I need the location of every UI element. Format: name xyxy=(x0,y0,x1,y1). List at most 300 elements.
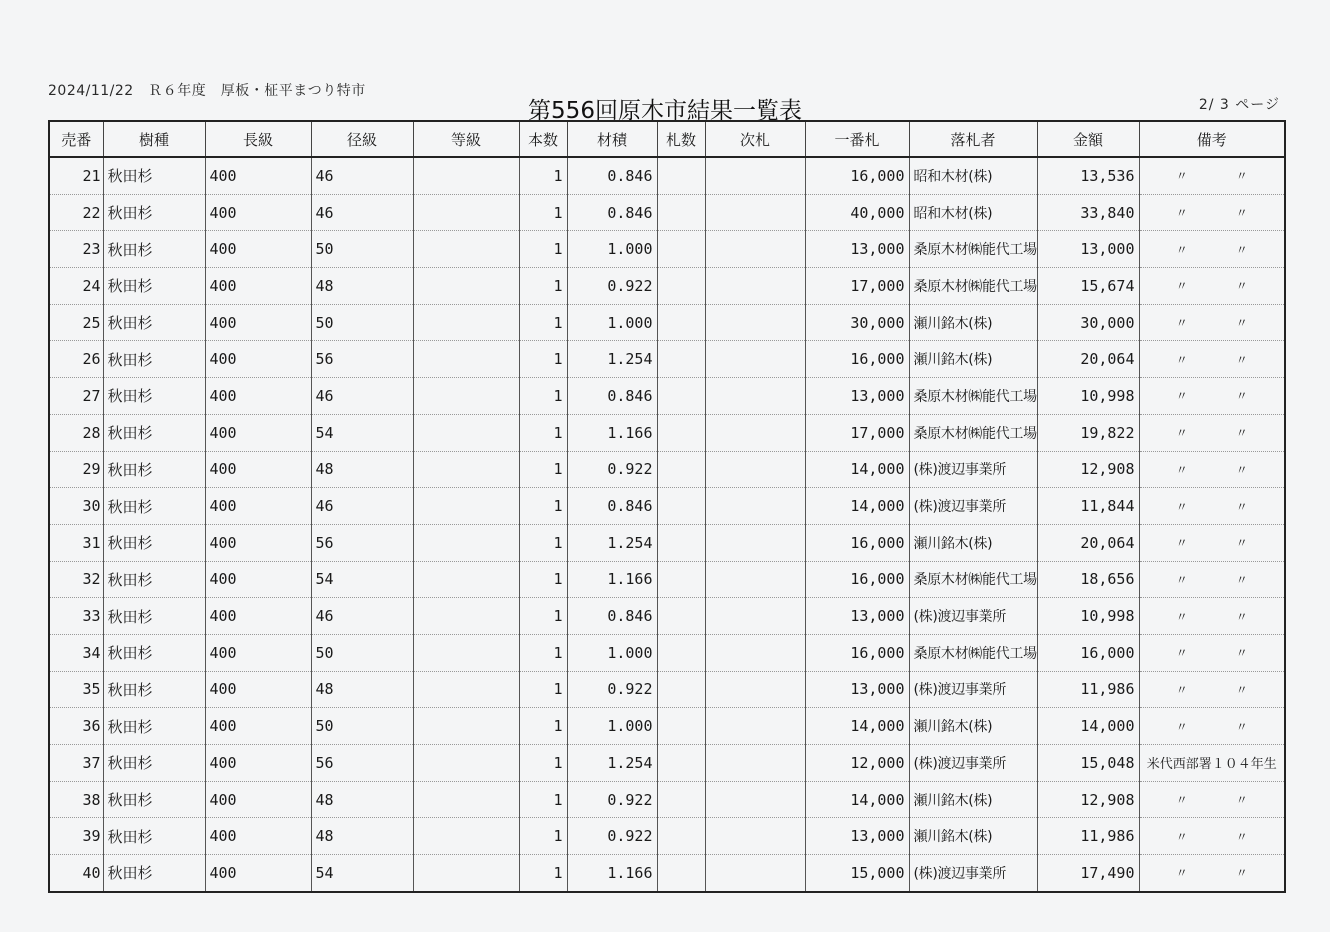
table-row xyxy=(49,671,1285,708)
log-count-cell: 1 xyxy=(519,231,567,268)
report-date-line: 2024/11/22 Ｒ６年度 厚板・柾平まつり特市 xyxy=(48,83,366,99)
table-row xyxy=(49,378,1285,415)
log-count-cell: 1 xyxy=(519,414,567,451)
table-header-row xyxy=(49,121,1285,157)
next-bid-cell xyxy=(705,781,805,818)
species-cell: 秋田杉 xyxy=(103,341,205,378)
species-cell: 秋田杉 xyxy=(103,524,205,561)
amount-cell: 19,822 xyxy=(1037,414,1139,451)
diameter-grade-cell: 54 xyxy=(311,414,413,451)
buyer-cell: (株)渡辺事業所 xyxy=(909,855,1037,892)
ditto-mark: 〃 xyxy=(1175,206,1188,221)
diameter-grade-cell: 46 xyxy=(311,488,413,525)
diameter-grade-cell: 48 xyxy=(311,781,413,818)
lot-number-cell: 28 xyxy=(49,414,103,451)
remarks-cell xyxy=(1139,745,1285,782)
top-bid-cell: 13,000 xyxy=(805,671,909,708)
lot-number-cell: 25 xyxy=(49,304,103,341)
ditto-mark: 〃 xyxy=(1235,536,1248,551)
volume-cell: 0.922 xyxy=(567,268,657,305)
quality-grade-cell xyxy=(413,781,519,818)
volume-cell: 1.254 xyxy=(567,745,657,782)
ditto-mark: 〃 xyxy=(1175,719,1188,734)
top-bid-cell: 13,000 xyxy=(805,818,909,855)
lot-number-cell: 31 xyxy=(49,524,103,561)
volume-cell: 0.846 xyxy=(567,598,657,635)
log-count-cell: 1 xyxy=(519,561,567,598)
remarks-cell xyxy=(1139,598,1285,635)
ditto-mark: 〃 xyxy=(1175,866,1188,881)
amount-cell: 30,000 xyxy=(1037,304,1139,341)
lot-number-cell: 29 xyxy=(49,451,103,488)
ditto-mark: 〃 xyxy=(1235,719,1248,734)
log-count-cell: 1 xyxy=(519,157,567,194)
ditto-mark: 〃 xyxy=(1175,242,1188,257)
quality-grade-cell xyxy=(413,671,519,708)
diameter-grade-cell: 46 xyxy=(311,598,413,635)
quality-grade-cell xyxy=(413,157,519,194)
next-bid-cell xyxy=(705,304,805,341)
top-bid-cell: 16,000 xyxy=(805,634,909,671)
amount-cell: 13,536 xyxy=(1037,157,1139,194)
bid-count-cell xyxy=(657,378,705,415)
log-count-cell: 1 xyxy=(519,268,567,305)
quality-grade-cell xyxy=(413,708,519,745)
buyer-cell: (株)渡辺事業所 xyxy=(909,451,1037,488)
length-grade-cell: 400 xyxy=(205,451,311,488)
lot-number-cell: 39 xyxy=(49,818,103,855)
top-bid-cell: 16,000 xyxy=(805,524,909,561)
buyer-cell: 瀬川銘木(株) xyxy=(909,781,1037,818)
log-count-cell: 1 xyxy=(519,451,567,488)
log-count-cell: 1 xyxy=(519,745,567,782)
length-grade-cell: 400 xyxy=(205,304,311,341)
col-top-bid: 一番札 xyxy=(805,121,909,157)
quality-grade-cell xyxy=(413,378,519,415)
log-count-cell: 1 xyxy=(519,341,567,378)
top-bid-cell: 40,000 xyxy=(805,194,909,231)
table-row xyxy=(49,634,1285,671)
quality-grade-cell xyxy=(413,855,519,892)
buyer-cell: 瀬川銘木(株) xyxy=(909,341,1037,378)
buyer-cell: 瀬川銘木(株) xyxy=(909,818,1037,855)
amount-cell: 16,000 xyxy=(1037,634,1139,671)
log-count-cell: 1 xyxy=(519,634,567,671)
bid-count-cell xyxy=(657,855,705,892)
table-row xyxy=(49,157,1285,194)
ditto-mark: 〃 xyxy=(1175,462,1188,477)
remarks-cell xyxy=(1139,818,1285,855)
volume-cell: 1.000 xyxy=(567,304,657,341)
species-cell: 秋田杉 xyxy=(103,378,205,415)
next-bid-cell xyxy=(705,524,805,561)
buyer-cell: 桑原木材㈱能代工場 xyxy=(909,231,1037,268)
table-row xyxy=(49,598,1285,635)
quality-grade-cell xyxy=(413,451,519,488)
top-bid-cell: 14,000 xyxy=(805,451,909,488)
length-grade-cell: 400 xyxy=(205,598,311,635)
bid-count-cell xyxy=(657,488,705,525)
top-bid-cell: 13,000 xyxy=(805,598,909,635)
remarks-cell xyxy=(1139,268,1285,305)
ditto-mark: 〃 xyxy=(1175,426,1188,441)
next-bid-cell xyxy=(705,414,805,451)
diameter-grade-cell: 46 xyxy=(311,157,413,194)
ditto-mark: 〃 xyxy=(1235,462,1248,477)
log-count-cell: 1 xyxy=(519,818,567,855)
remarks-cell xyxy=(1139,781,1285,818)
top-bid-cell: 13,000 xyxy=(805,231,909,268)
next-bid-cell xyxy=(705,378,805,415)
next-bid-cell xyxy=(705,745,805,782)
next-bid-cell xyxy=(705,598,805,635)
remarks-cell xyxy=(1139,451,1285,488)
table-row xyxy=(49,708,1285,745)
bid-count-cell xyxy=(657,451,705,488)
log-count-cell: 1 xyxy=(519,194,567,231)
log-count-cell: 1 xyxy=(519,781,567,818)
length-grade-cell: 400 xyxy=(205,157,311,194)
log-count-cell: 1 xyxy=(519,524,567,561)
log-count-cell: 1 xyxy=(519,708,567,745)
species-cell: 秋田杉 xyxy=(103,488,205,525)
next-bid-cell xyxy=(705,268,805,305)
quality-grade-cell xyxy=(413,231,519,268)
top-bid-cell: 16,000 xyxy=(805,561,909,598)
length-grade-cell: 400 xyxy=(205,524,311,561)
next-bid-cell xyxy=(705,818,805,855)
species-cell: 秋田杉 xyxy=(103,634,205,671)
ditto-mark: 〃 xyxy=(1175,829,1188,844)
col-amount: 金額 xyxy=(1037,121,1139,157)
lot-number-cell: 35 xyxy=(49,671,103,708)
lot-number-cell: 34 xyxy=(49,634,103,671)
amount-cell: 11,844 xyxy=(1037,488,1139,525)
species-cell: 秋田杉 xyxy=(103,414,205,451)
col-bid-count: 札数 xyxy=(657,121,705,157)
top-bid-cell: 12,000 xyxy=(805,745,909,782)
lot-number-cell: 27 xyxy=(49,378,103,415)
diameter-grade-cell: 50 xyxy=(311,634,413,671)
amount-cell: 17,490 xyxy=(1037,855,1139,892)
lot-number-cell: 24 xyxy=(49,268,103,305)
amount-cell: 10,998 xyxy=(1037,598,1139,635)
ditto-mark: 〃 xyxy=(1235,499,1248,514)
bid-count-cell xyxy=(657,341,705,378)
remarks-cell xyxy=(1139,671,1285,708)
lot-number-cell: 40 xyxy=(49,855,103,892)
volume-cell: 0.846 xyxy=(567,194,657,231)
ditto-mark: 〃 xyxy=(1175,352,1188,367)
diameter-grade-cell: 50 xyxy=(311,231,413,268)
buyer-cell: (株)渡辺事業所 xyxy=(909,488,1037,525)
lot-number-cell: 37 xyxy=(49,745,103,782)
quality-grade-cell xyxy=(413,304,519,341)
length-grade-cell: 400 xyxy=(205,671,311,708)
quality-grade-cell xyxy=(413,194,519,231)
ditto-mark: 〃 xyxy=(1175,609,1188,624)
length-grade-cell: 400 xyxy=(205,488,311,525)
length-grade-cell: 400 xyxy=(205,194,311,231)
ditto-mark: 〃 xyxy=(1235,793,1248,808)
amount-cell: 15,048 xyxy=(1037,745,1139,782)
bid-count-cell xyxy=(657,708,705,745)
species-cell: 秋田杉 xyxy=(103,855,205,892)
lot-number-cell: 30 xyxy=(49,488,103,525)
top-bid-cell: 30,000 xyxy=(805,304,909,341)
remarks-cell xyxy=(1139,378,1285,415)
col-volume: 材積 xyxy=(567,121,657,157)
bid-count-cell xyxy=(657,598,705,635)
bid-count-cell xyxy=(657,194,705,231)
remarks-cell xyxy=(1139,634,1285,671)
species-cell: 秋田杉 xyxy=(103,671,205,708)
length-grade-cell: 400 xyxy=(205,561,311,598)
ditto-mark: 〃 xyxy=(1235,279,1248,294)
length-grade-cell: 400 xyxy=(205,378,311,415)
amount-cell: 12,908 xyxy=(1037,451,1139,488)
ditto-mark: 〃 xyxy=(1235,646,1248,661)
species-cell: 秋田杉 xyxy=(103,231,205,268)
table-row xyxy=(49,268,1285,305)
next-bid-cell xyxy=(705,231,805,268)
ditto-mark: 〃 xyxy=(1235,352,1248,367)
diameter-grade-cell: 56 xyxy=(311,341,413,378)
length-grade-cell: 400 xyxy=(205,818,311,855)
bid-count-cell xyxy=(657,524,705,561)
table-row xyxy=(49,818,1285,855)
col-count: 本数 xyxy=(519,121,567,157)
quality-grade-cell xyxy=(413,488,519,525)
ditto-mark: 〃 xyxy=(1235,242,1248,257)
ditto-mark: 〃 xyxy=(1235,426,1248,441)
table-row xyxy=(49,451,1285,488)
diameter-grade-cell: 54 xyxy=(311,561,413,598)
ditto-mark: 〃 xyxy=(1175,499,1188,514)
buyer-cell: 瀬川銘木(株) xyxy=(909,524,1037,561)
quality-grade-cell xyxy=(413,745,519,782)
species-cell: 秋田杉 xyxy=(103,598,205,635)
table-body xyxy=(49,157,1285,892)
buyer-cell: 桑原木材㈱能代工場 xyxy=(909,634,1037,671)
ditto-mark: 〃 xyxy=(1235,389,1248,404)
table-row xyxy=(49,231,1285,268)
next-bid-cell xyxy=(705,671,805,708)
col-grade: 等級 xyxy=(413,121,519,157)
volume-cell: 1.166 xyxy=(567,855,657,892)
amount-cell: 10,998 xyxy=(1037,378,1139,415)
ditto-mark: 〃 xyxy=(1175,279,1188,294)
ditto-mark: 〃 xyxy=(1235,866,1248,881)
buyer-cell: 昭和木材(株) xyxy=(909,157,1037,194)
col-species: 樹種 xyxy=(103,121,205,157)
quality-grade-cell xyxy=(413,268,519,305)
buyer-cell: (株)渡辺事業所 xyxy=(909,671,1037,708)
buyer-cell: 瀬川銘木(株) xyxy=(909,708,1037,745)
quality-grade-cell xyxy=(413,818,519,855)
top-bid-cell: 14,000 xyxy=(805,781,909,818)
species-cell: 秋田杉 xyxy=(103,781,205,818)
log-count-cell: 1 xyxy=(519,855,567,892)
diameter-grade-cell: 56 xyxy=(311,524,413,561)
log-count-cell: 1 xyxy=(519,378,567,415)
col-buyer: 落札者 xyxy=(909,121,1037,157)
species-cell: 秋田杉 xyxy=(103,745,205,782)
table-row xyxy=(49,524,1285,561)
ditto-mark: 〃 xyxy=(1175,389,1188,404)
log-count-cell: 1 xyxy=(519,304,567,341)
diameter-grade-cell: 56 xyxy=(311,745,413,782)
bid-count-cell xyxy=(657,414,705,451)
top-bid-cell: 15,000 xyxy=(805,855,909,892)
amount-cell: 18,656 xyxy=(1037,561,1139,598)
quality-grade-cell xyxy=(413,341,519,378)
species-cell: 秋田杉 xyxy=(103,194,205,231)
table-row xyxy=(49,561,1285,598)
results-table xyxy=(48,120,1286,893)
volume-cell: 1.000 xyxy=(567,231,657,268)
ditto-mark: 〃 xyxy=(1235,206,1248,221)
buyer-cell: 桑原木材㈱能代工場 xyxy=(909,378,1037,415)
remarks-cell xyxy=(1139,708,1285,745)
log-count-cell: 1 xyxy=(519,598,567,635)
lot-number-cell: 33 xyxy=(49,598,103,635)
quality-grade-cell xyxy=(413,561,519,598)
table-row xyxy=(49,781,1285,818)
col-diameter: 径級 xyxy=(311,121,413,157)
diameter-grade-cell: 46 xyxy=(311,194,413,231)
lot-number-cell: 38 xyxy=(49,781,103,818)
remarks-cell xyxy=(1139,194,1285,231)
table-row xyxy=(49,488,1285,525)
amount-cell: 33,840 xyxy=(1037,194,1139,231)
next-bid-cell xyxy=(705,341,805,378)
ditto-mark: 〃 xyxy=(1235,169,1248,184)
top-bid-cell: 17,000 xyxy=(805,414,909,451)
table-row xyxy=(49,855,1285,892)
quality-grade-cell xyxy=(413,634,519,671)
buyer-cell: 桑原木材㈱能代工場 xyxy=(909,268,1037,305)
col-lot-no: 売番 xyxy=(49,121,103,157)
length-grade-cell: 400 xyxy=(205,414,311,451)
bid-count-cell xyxy=(657,634,705,671)
top-bid-cell: 16,000 xyxy=(805,341,909,378)
ditto-mark: 〃 xyxy=(1175,793,1188,808)
species-cell: 秋田杉 xyxy=(103,304,205,341)
length-grade-cell: 400 xyxy=(205,341,311,378)
length-grade-cell: 400 xyxy=(205,634,311,671)
volume-cell: 0.846 xyxy=(567,157,657,194)
log-count-cell: 1 xyxy=(519,488,567,525)
remarks-cell xyxy=(1139,231,1285,268)
ditto-mark: 〃 xyxy=(1175,572,1188,587)
bid-count-cell xyxy=(657,781,705,818)
volume-cell: 1.166 xyxy=(567,561,657,598)
remarks-cell xyxy=(1139,304,1285,341)
volume-cell: 1.166 xyxy=(567,414,657,451)
ditto-mark: 〃 xyxy=(1235,829,1248,844)
remarks-cell xyxy=(1139,157,1285,194)
bid-count-cell xyxy=(657,818,705,855)
species-cell: 秋田杉 xyxy=(103,157,205,194)
volume-cell: 0.846 xyxy=(567,378,657,415)
log-count-cell: 1 xyxy=(519,671,567,708)
volume-cell: 0.922 xyxy=(567,818,657,855)
table-row xyxy=(49,414,1285,451)
species-cell: 秋田杉 xyxy=(103,561,205,598)
amount-cell: 11,986 xyxy=(1037,671,1139,708)
length-grade-cell: 400 xyxy=(205,855,311,892)
volume-cell: 0.922 xyxy=(567,781,657,818)
remarks-cell xyxy=(1139,524,1285,561)
next-bid-cell xyxy=(705,561,805,598)
lot-number-cell: 21 xyxy=(49,157,103,194)
length-grade-cell: 400 xyxy=(205,708,311,745)
lot-number-cell: 26 xyxy=(49,341,103,378)
ditto-mark: 〃 xyxy=(1175,536,1188,551)
lot-number-cell: 32 xyxy=(49,561,103,598)
buyer-cell: (株)渡辺事業所 xyxy=(909,745,1037,782)
ditto-mark: 〃 xyxy=(1235,572,1248,587)
next-bid-cell xyxy=(705,634,805,671)
remark-text: 米代西部署１０４年生 xyxy=(1146,757,1277,773)
remarks-cell xyxy=(1139,341,1285,378)
report-title: 第556回原木市結果一覧表 xyxy=(528,98,802,124)
species-cell: 秋田杉 xyxy=(103,818,205,855)
page-indicator: 2/ 3 ページ xyxy=(1198,97,1280,113)
ditto-mark: 〃 xyxy=(1175,646,1188,661)
ditto-mark: 〃 xyxy=(1175,682,1188,697)
diameter-grade-cell: 48 xyxy=(311,451,413,488)
buyer-cell: 瀬川銘木(株) xyxy=(909,304,1037,341)
species-cell: 秋田杉 xyxy=(103,268,205,305)
lot-number-cell: 36 xyxy=(49,708,103,745)
next-bid-cell xyxy=(705,708,805,745)
bid-count-cell xyxy=(657,231,705,268)
top-bid-cell: 16,000 xyxy=(805,157,909,194)
diameter-grade-cell: 48 xyxy=(311,268,413,305)
top-bid-cell: 14,000 xyxy=(805,488,909,525)
buyer-cell: 昭和木材(株) xyxy=(909,194,1037,231)
ditto-mark: 〃 xyxy=(1235,682,1248,697)
bid-count-cell xyxy=(657,268,705,305)
volume-cell: 1.000 xyxy=(567,708,657,745)
remarks-cell xyxy=(1139,561,1285,598)
top-bid-cell: 17,000 xyxy=(805,268,909,305)
diameter-grade-cell: 54 xyxy=(311,855,413,892)
diameter-grade-cell: 48 xyxy=(311,818,413,855)
ditto-mark: 〃 xyxy=(1175,169,1188,184)
table-row xyxy=(49,194,1285,231)
buyer-cell: (株)渡辺事業所 xyxy=(909,598,1037,635)
bid-count-cell xyxy=(657,671,705,708)
remarks-cell xyxy=(1139,414,1285,451)
volume-cell: 0.922 xyxy=(567,671,657,708)
next-bid-cell xyxy=(705,488,805,525)
amount-cell: 13,000 xyxy=(1037,231,1139,268)
table-row xyxy=(49,304,1285,341)
length-grade-cell: 400 xyxy=(205,781,311,818)
diameter-grade-cell: 50 xyxy=(311,708,413,745)
volume-cell: 1.254 xyxy=(567,524,657,561)
length-grade-cell: 400 xyxy=(205,745,311,782)
table-row xyxy=(49,341,1285,378)
amount-cell: 20,064 xyxy=(1037,341,1139,378)
remarks-cell xyxy=(1139,855,1285,892)
buyer-cell: 桑原木材㈱能代工場 xyxy=(909,561,1037,598)
quality-grade-cell xyxy=(413,524,519,561)
bid-count-cell xyxy=(657,561,705,598)
